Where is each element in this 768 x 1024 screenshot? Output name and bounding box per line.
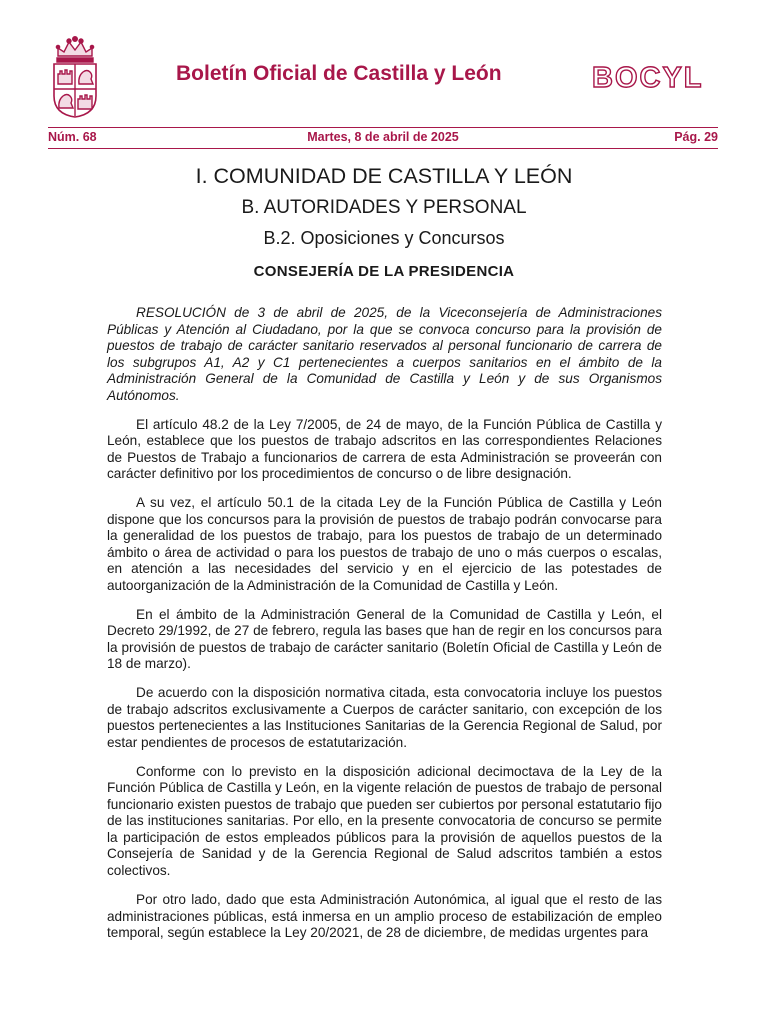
department-heading: CONSEJERÍA DE LA PRESIDENCIA xyxy=(253,263,515,280)
body-paragraph: De acuerdo con la disposición normativa citada, esta convocatoria incluye los puestos de trabajo adscritos exclusivamente a Cuerpos de carácter sanitario, con excepción de los puestos pertenecientes a las Instituciones Sanitarias de la Gerencia Regional de Salud, por estar pendientes de procesos de estatutarización. xyxy=(107,685,662,750)
body-paragraph: Conforme con lo previsto en la disposición adicional decimoctava de la Ley de la Función Pública de Castilla y León, en la vigente relación de puestos de trabajo de personal funcionario existen puestos de trabajo que pueden ser cubiertos por personal estatutario fijo de las instituciones sanitarias. Por ello, en la presente convocatoria de concurso se permite la participación de estos empleados públicos para la provisión de aquellos puestos de la Consejería de Sanidad y de la Gerencia Regional de Salud adscritos también a estos colectivos. xyxy=(107,763,662,878)
issue-date: Martes, 8 de abril de 2025 xyxy=(307,130,459,144)
section-level-1: I. COMUNIDAD DE CASTILLA Y LEÓN xyxy=(195,164,573,188)
body-paragraph: El artículo 48.2 de la Ley 7/2005, de 24 de mayo, de la Función Pública de Castilla y León, establece que los puestos de trabajo adscritos en las correspondientes Relaciones de Puestos de Trabajo a funcionarios de carrera de esta Administración se proveerán con carácter definitivo por los procedimientos de concurso o de libre designación. xyxy=(107,416,662,482)
issue-number: Núm. 68 xyxy=(48,130,97,144)
issue-meta-row xyxy=(48,130,718,146)
bulletin-header xyxy=(48,34,720,120)
body-paragraph: A su vez, el artículo 50.1 de la citada Ley de la Función Pública de Castilla y León dispone que los concursos para la provisión de puestos de trabajo podrán convocarse para la generalidad de los puestos de trabajo, para los puestos de trabajo de un determinado ámbito o área de actividad o para los puestos de trabajo de uno o más cuerpos o escalas, en atención a las necesidades del servicio y en el ejercicio de las potestades de autoorganización de la Administración de la Comunidad de Castilla y León. xyxy=(107,495,662,593)
page-number: Pág. 29 xyxy=(674,130,718,144)
section-level-2: B. AUTORIDADES Y PERSONAL xyxy=(241,197,527,218)
bocyl-logo-text: BOCYL xyxy=(592,62,704,92)
body-paragraph: Por otro lado, dado que esta Administración Autonómica, al igual que el resto de las administraciones públicas, está inmersa en un amplio proceso de estabilización de empleo temporal, según establece la Ley 20/2021, de 28 de diciembre, de medidas urgentes para xyxy=(107,892,662,941)
bocyl-logo xyxy=(592,62,720,92)
meta-rule xyxy=(48,148,718,149)
body-paragraph: En el ámbito de la Administración General de la Comunidad de Castilla y León, el Decreto 29/1992, de 27 de febrero, regula las bases que han de regir en los concursos para la provisión de puestos de trabajo de carácter sanitario (Boletín Oficial de Castilla y León de 18 de marzo). xyxy=(107,606,662,672)
document-body xyxy=(107,305,662,954)
coat-of-arms-icon xyxy=(50,34,100,118)
bulletin-title: Boletín Oficial de Castilla y León xyxy=(176,62,502,85)
resolution-summary: RESOLUCIÓN de 3 de abril de 2025, de la Viceconsejería de Administraciones Públicas y Atención al Ciudadano, por la que se convoca concurso para la provisión de puestos de trabajo de carácter sanitario reservados al personal funcionario de carrera de los subgrupos A1, A2 y C1 pertenecientes a cuerpos sanitarios en el ámbito de la Administración General de la Comunidad de Castilla y León y de sus Organismos Autónomos. xyxy=(107,305,662,403)
section-level-3: B.2. Oposiciones y Concursos xyxy=(263,228,505,248)
header-rule xyxy=(48,127,718,128)
